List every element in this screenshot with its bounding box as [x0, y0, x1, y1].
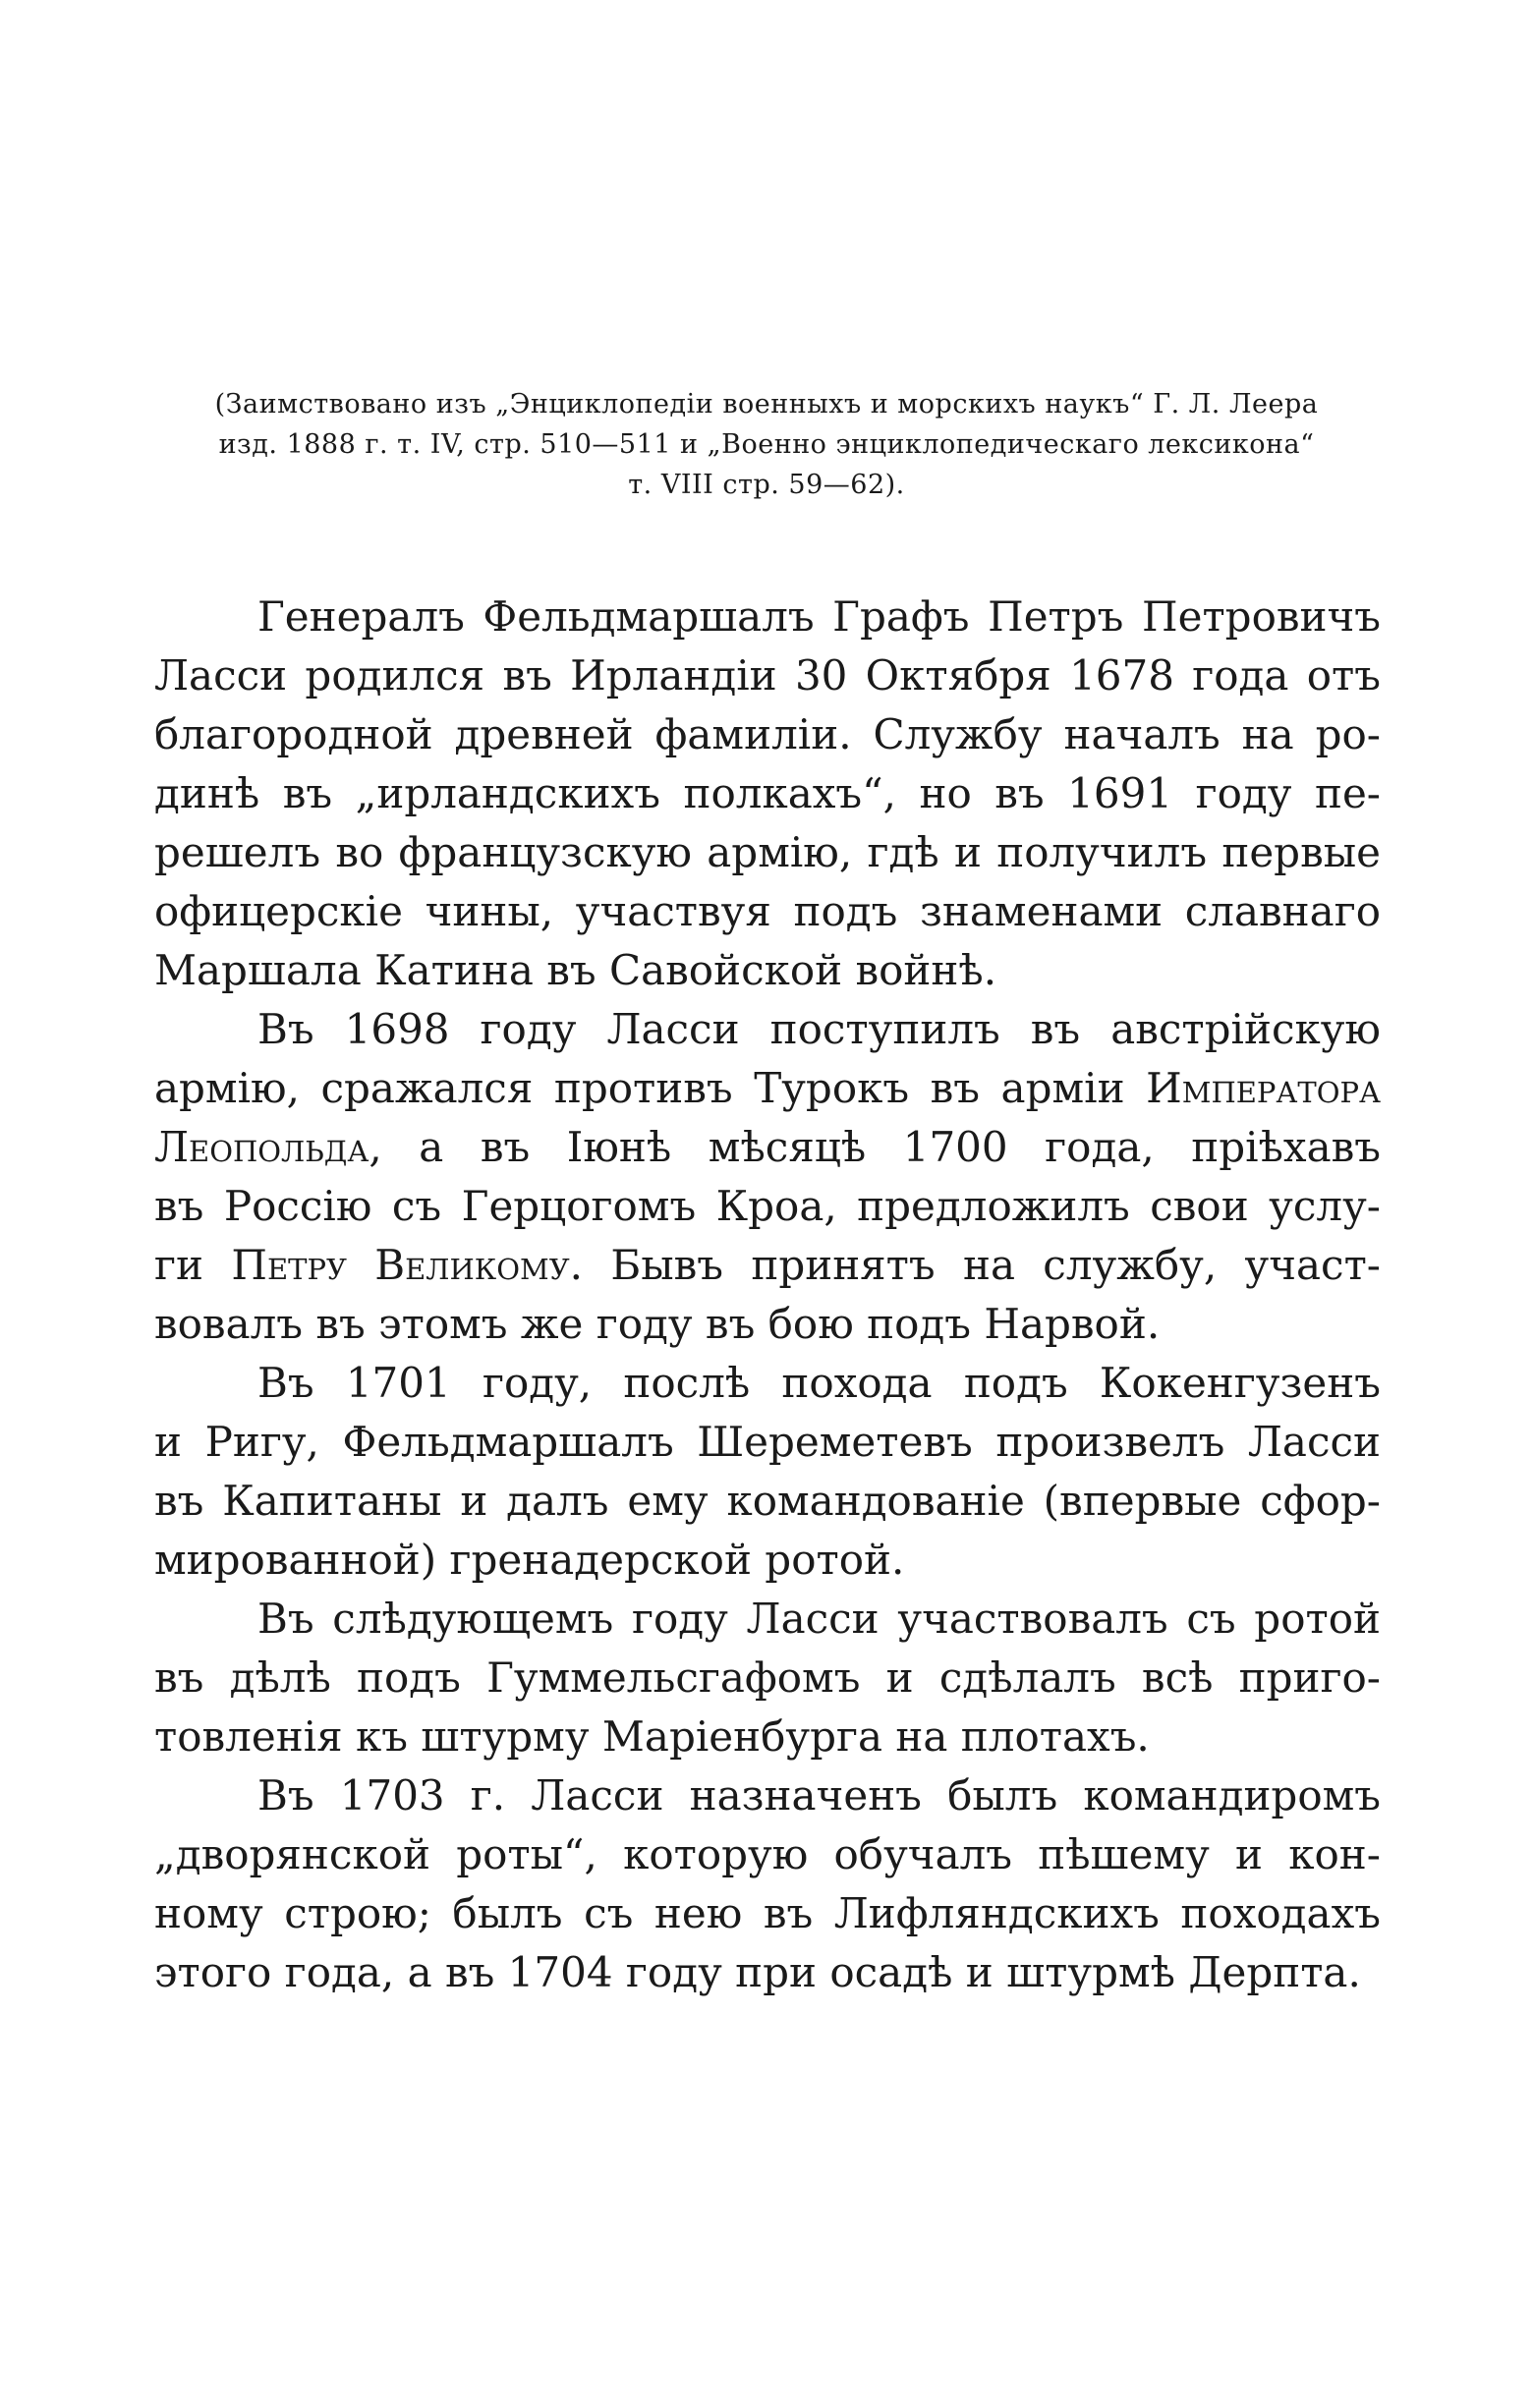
main-text	[154, 588, 1381, 2002]
text-line: благородной древней фамиліи. Службу началъ на ро-	[154, 710, 1381, 758]
text-line: Генералъ Фельдмаршалъ Графъ Петръ Петровичъ	[257, 592, 1381, 641]
text-line: мированной) гренадерской ротой.	[154, 1536, 905, 1584]
text-line: въ дѣлѣ подъ Гуммельсгафомъ и сдѣлалъ всѣ приго-	[154, 1653, 1381, 1702]
paragraph-4	[154, 1590, 1381, 1766]
smallcaps-name: Леопольда	[154, 1123, 369, 1171]
text-line: Въ слѣдующемъ году Ласси участвовалъ съ ротой	[257, 1595, 1381, 1643]
source-note-line-3: т. VIII стр. 59—62).	[628, 470, 905, 500]
paragraph-1	[154, 588, 1381, 1000]
source-note-line-1: (Заимствовано изъ „Энциклопедіи военныхъ и морскихъ наукъ“ Г. Л. Леера	[214, 389, 1319, 420]
smallcaps-name: Петру	[231, 1241, 347, 1289]
text-line: и Ригу, Фельдмаршалъ Шереметевъ произвелъ Ласси	[154, 1418, 1381, 1466]
text-line: ги Петру Великому. Бывъ принятъ на службу, участ-	[154, 1241, 1381, 1289]
text-line: динѣ въ „ирландскихъ полкахъ“, но въ 1691 году пе-	[154, 769, 1381, 817]
text-line: решелъ во французскую армію, гдѣ и получилъ первые	[154, 828, 1381, 876]
text-line: армію, сражался противъ Турокъ въ арміи Императора	[154, 1064, 1381, 1112]
smallcaps-name: Великому	[374, 1241, 570, 1289]
paragraph-2	[154, 1000, 1381, 1354]
text-line: этого года, а въ 1704 году при осадѣ и штурмѣ Дерпта.	[154, 1948, 1361, 1996]
paragraph-3	[154, 1354, 1381, 1590]
text-line: Въ 1701 году, послѣ похода подъ Кокенгузенъ	[257, 1359, 1381, 1407]
text-line: Маршала Катина въ Савойской войнѣ.	[154, 946, 997, 994]
smallcaps-name: Императора	[1146, 1064, 1381, 1112]
text-line: въ Россію съ Герцогомъ Кроа, предложилъ свои услу-	[154, 1182, 1381, 1230]
source-note	[108, 384, 1425, 505]
text-line: товленія къ штурму Маріенбурга на плотахъ.	[154, 1712, 1150, 1761]
paragraph-5	[154, 1766, 1381, 2002]
text-line: Ласси родился въ Ирландіи 30 Октября 1678 года отъ	[154, 651, 1381, 700]
text-line: ному строю; былъ съ нею въ Лифляндскихъ походахъ	[154, 1889, 1381, 1937]
source-note-line-2: изд. 1888 г. т. IV, стр. 510—511 и „Военно энциклопедическаго лексикона“	[218, 429, 1315, 460]
text-line: Леопольда, а въ Іюнѣ мѣсяцѣ 1700 года, пріѣхавъ	[154, 1123, 1381, 1171]
text-line: Въ 1703 г. Ласси назначенъ былъ командиромъ	[257, 1771, 1381, 1820]
text-line: вовалъ въ этомъ же году въ бою подъ Нарвой.	[154, 1300, 1161, 1348]
text-line: Въ 1698 году Ласси поступилъ въ австрійскую	[257, 1005, 1381, 1053]
text-line: въ Капитаны и далъ ему командованіе (впервые сфор-	[154, 1477, 1381, 1525]
text-line: офицерскіе чины, участвуя подъ знаменами славнаго	[154, 887, 1381, 935]
text-line: „дворянской роты“, которую обучалъ пѣшему и кон-	[154, 1830, 1381, 1878]
